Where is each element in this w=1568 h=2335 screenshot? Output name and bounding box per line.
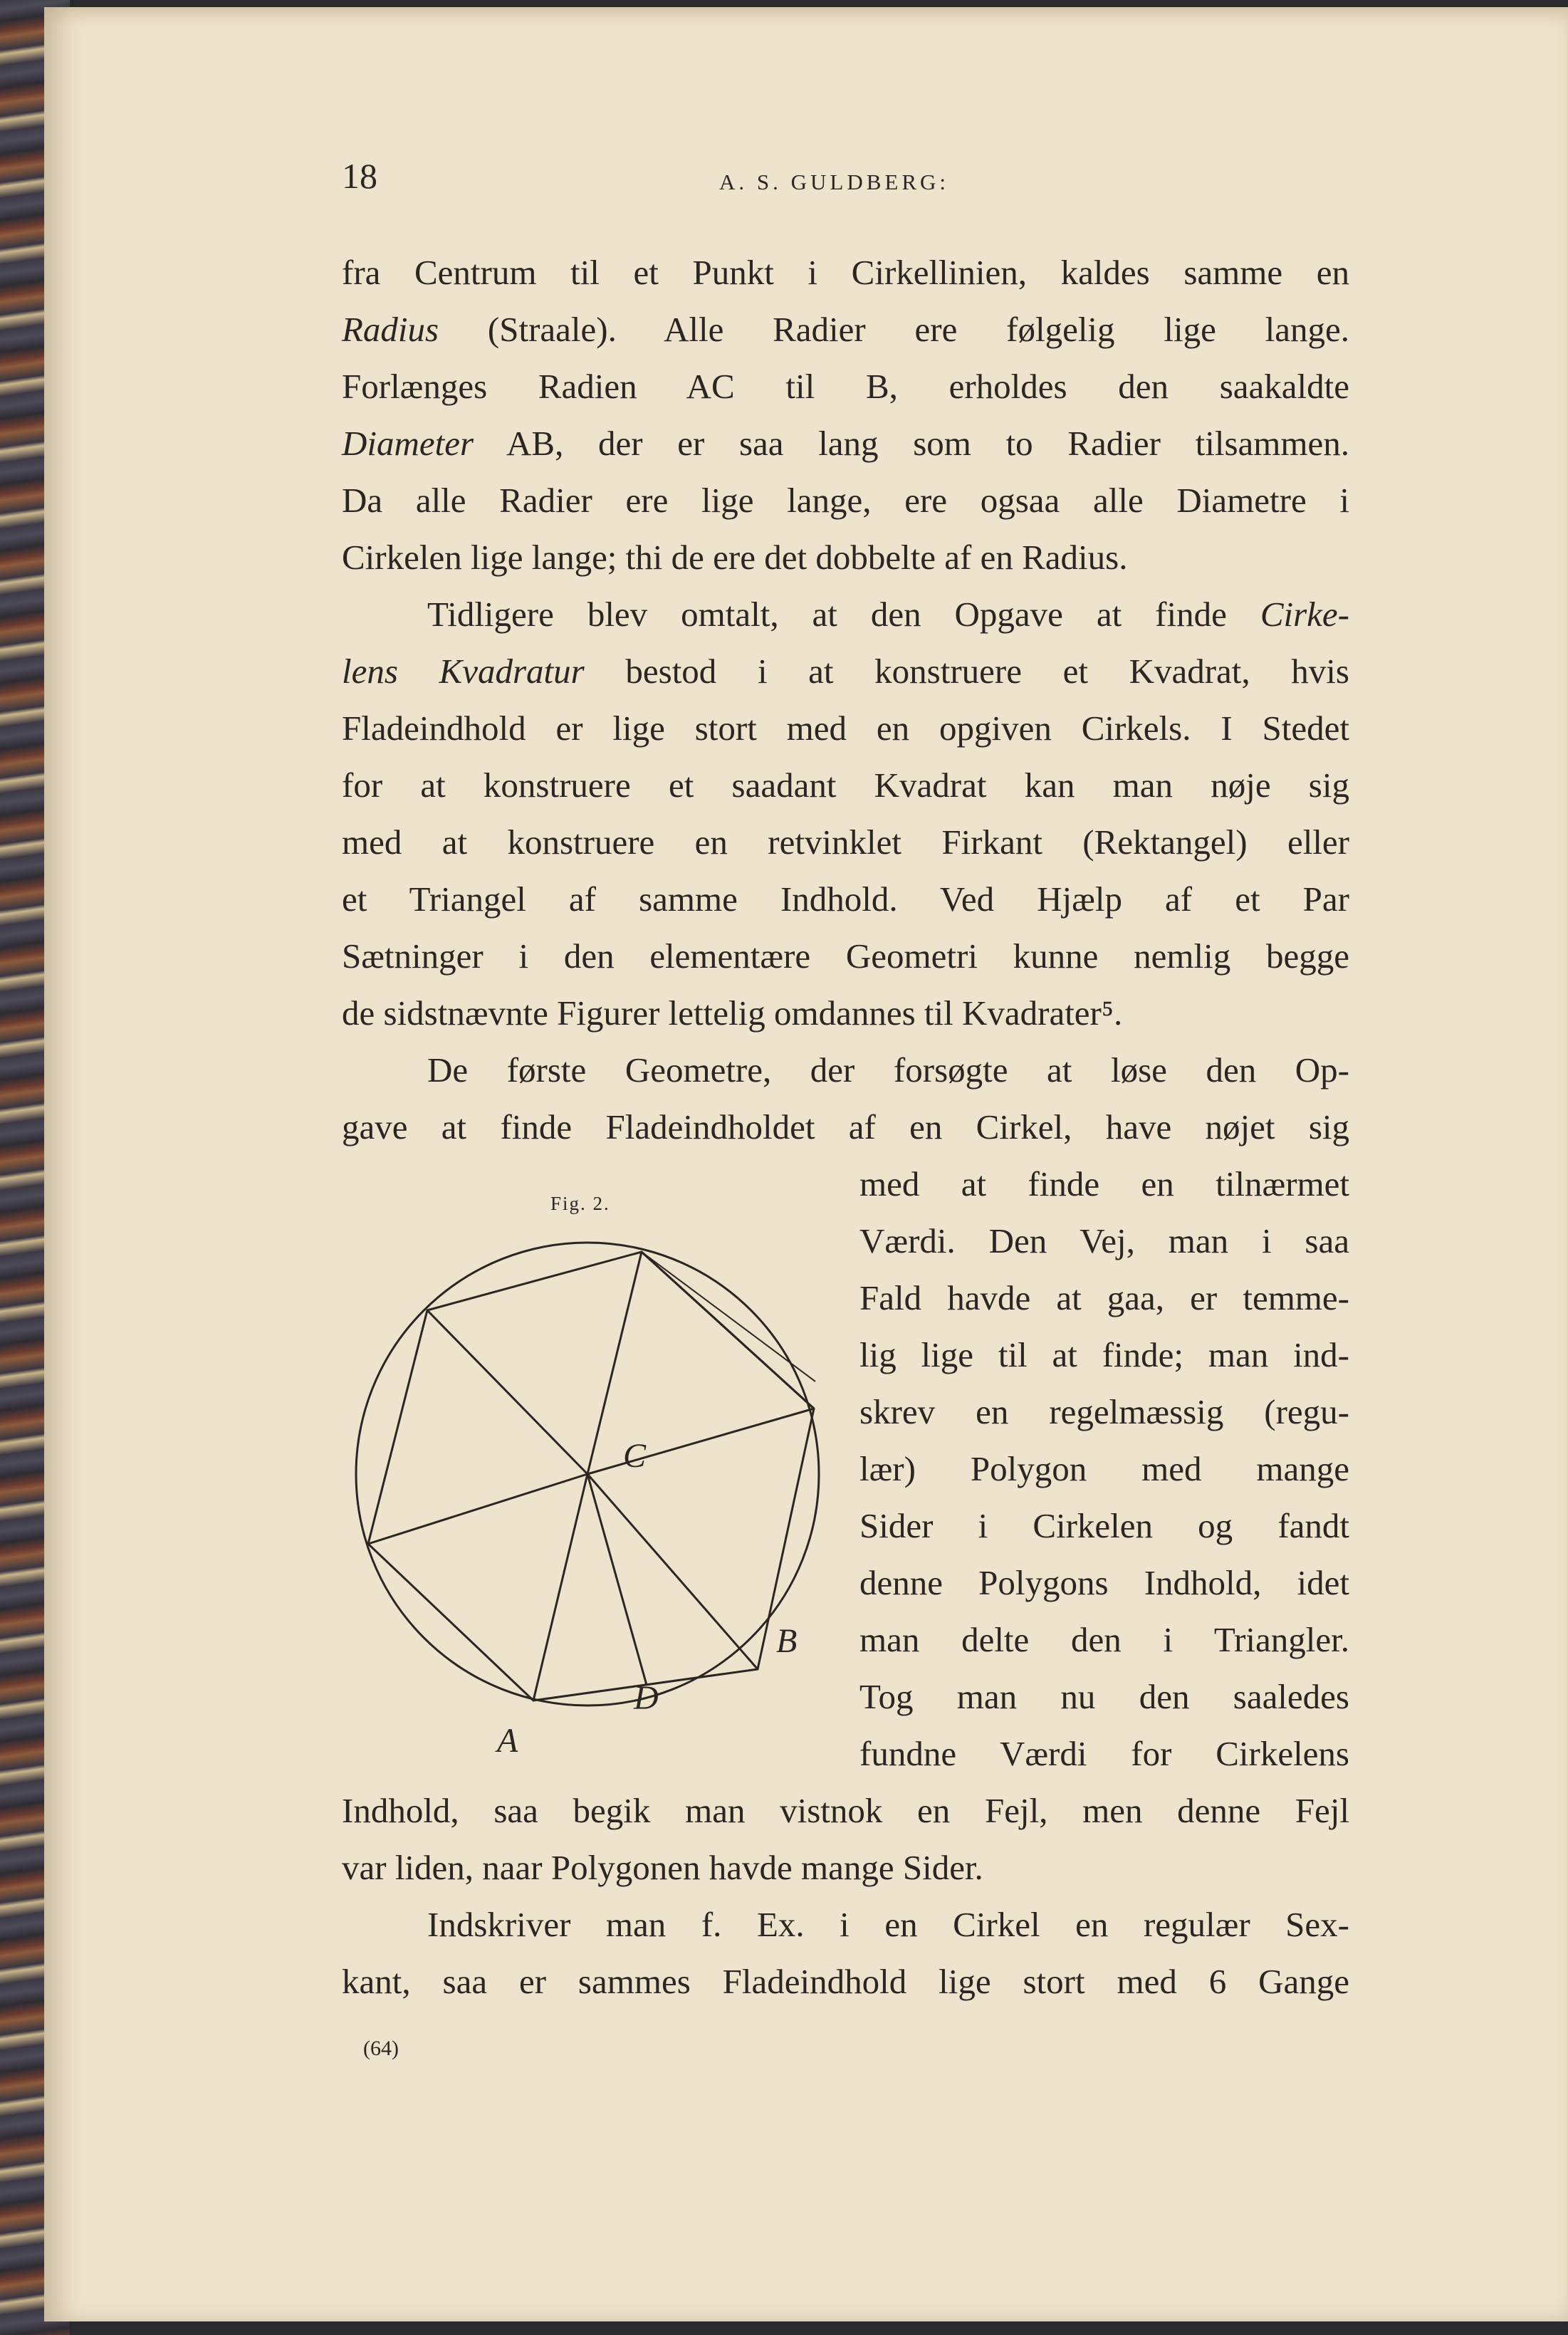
text-line: Fald havde at gaa, er temme- [859,1278,1349,1317]
label-d: D [634,1679,659,1717]
text-line: fra Centrum til et Punkt i Cirkellinien, kaldes samme en [342,253,1349,292]
text-line: Værdi. Den Vej, man i saa [859,1221,1349,1260]
text-line: med at finde en tilnærmet [859,1164,1349,1203]
text-line: Cirkelen lige lange; thi de ere det dobbelte af en Radius. [342,538,1128,577]
text-line: Fladeindhold er lige stort med en opgiven Cirkels. I Stedet [342,709,1349,748]
text-line: lig lige til at finde; man ind- [859,1335,1349,1374]
text-line: man delte den i Triangler. [859,1620,1349,1659]
text-line: lens Kvadratur bestod i at konstruere et Kvadrat, hvis [342,652,1349,691]
text-line: Forlænges Radien AC til B, erholdes den saakaldte [342,367,1349,406]
text-line: skrev en regelmæssig (regu- [859,1392,1349,1431]
text-line: Sider i Cirkelen og fandt [859,1506,1349,1545]
text-line: Sætninger i den elementære Geometri kunne nemlig begge [342,936,1349,976]
text-line: Diameter AB, der er saa lang som to Radier tilsammen. [342,424,1349,463]
text-line: lær) Polygon med mange [859,1449,1349,1488]
figure-caption: Fig. 2. [550,1193,610,1214]
text-line: De første Geometre, der forsøgte at løse den Op- [427,1050,1349,1090]
text-line: med at konstruere en retvinklet Firkant (Rektangel) eller [342,822,1349,862]
text-line: Da alle Radier ere lige lange, ere ogsaa alle Diametre i [342,481,1349,520]
text-line: gave at finde Fladeindholdet af en Cirkel, have nøjet sig [342,1107,1349,1146]
page-number: 18 [342,156,377,196]
text-line: denne Polygons Indhold, idet [859,1563,1349,1602]
label-a: A [497,1722,518,1760]
circle-polygon-figure [342,1225,826,1766]
text-line: Radius (Straale). Alle Radier ere følgelig lige lange. [342,310,1349,349]
text-line: et Triangel af samme Indhold. Ved Hjælp af et Par [342,879,1349,919]
text-line: for at konstruere et saadant Kvadrat kan man nøje sig [342,766,1349,805]
text-line: kant, saa er sammes Fladeindhold lige stort med 6 Gange [342,1962,1349,2001]
page-header [342,155,1349,205]
text-line: var liden, naar Polygonen havde mange Sider. [342,1848,983,1887]
label-b: B [776,1622,798,1660]
text-line: fundne Værdi for Cirkelens [859,1734,1349,1773]
label-c: C [623,1437,647,1475]
text-line: Tidligere blev omtalt, at den Opgave at finde Cirke- [427,595,1349,634]
text-line: de sidstnævnte Figurer lettelig omdannes til Kvadrater⁵. [342,993,1123,1033]
text-line: Indskriver man f. Ex. i en Cirkel en regulær Sex- [427,1905,1349,1944]
running-head: A. S. GULDBERG: [719,169,950,194]
text-line: Indhold, saa begik man vistnok en Fejl, men denne Fejl [342,1791,1349,1830]
signature-mark: (64) [363,2037,399,2060]
text-line: Tog man nu den saaledes [859,1677,1349,1716]
